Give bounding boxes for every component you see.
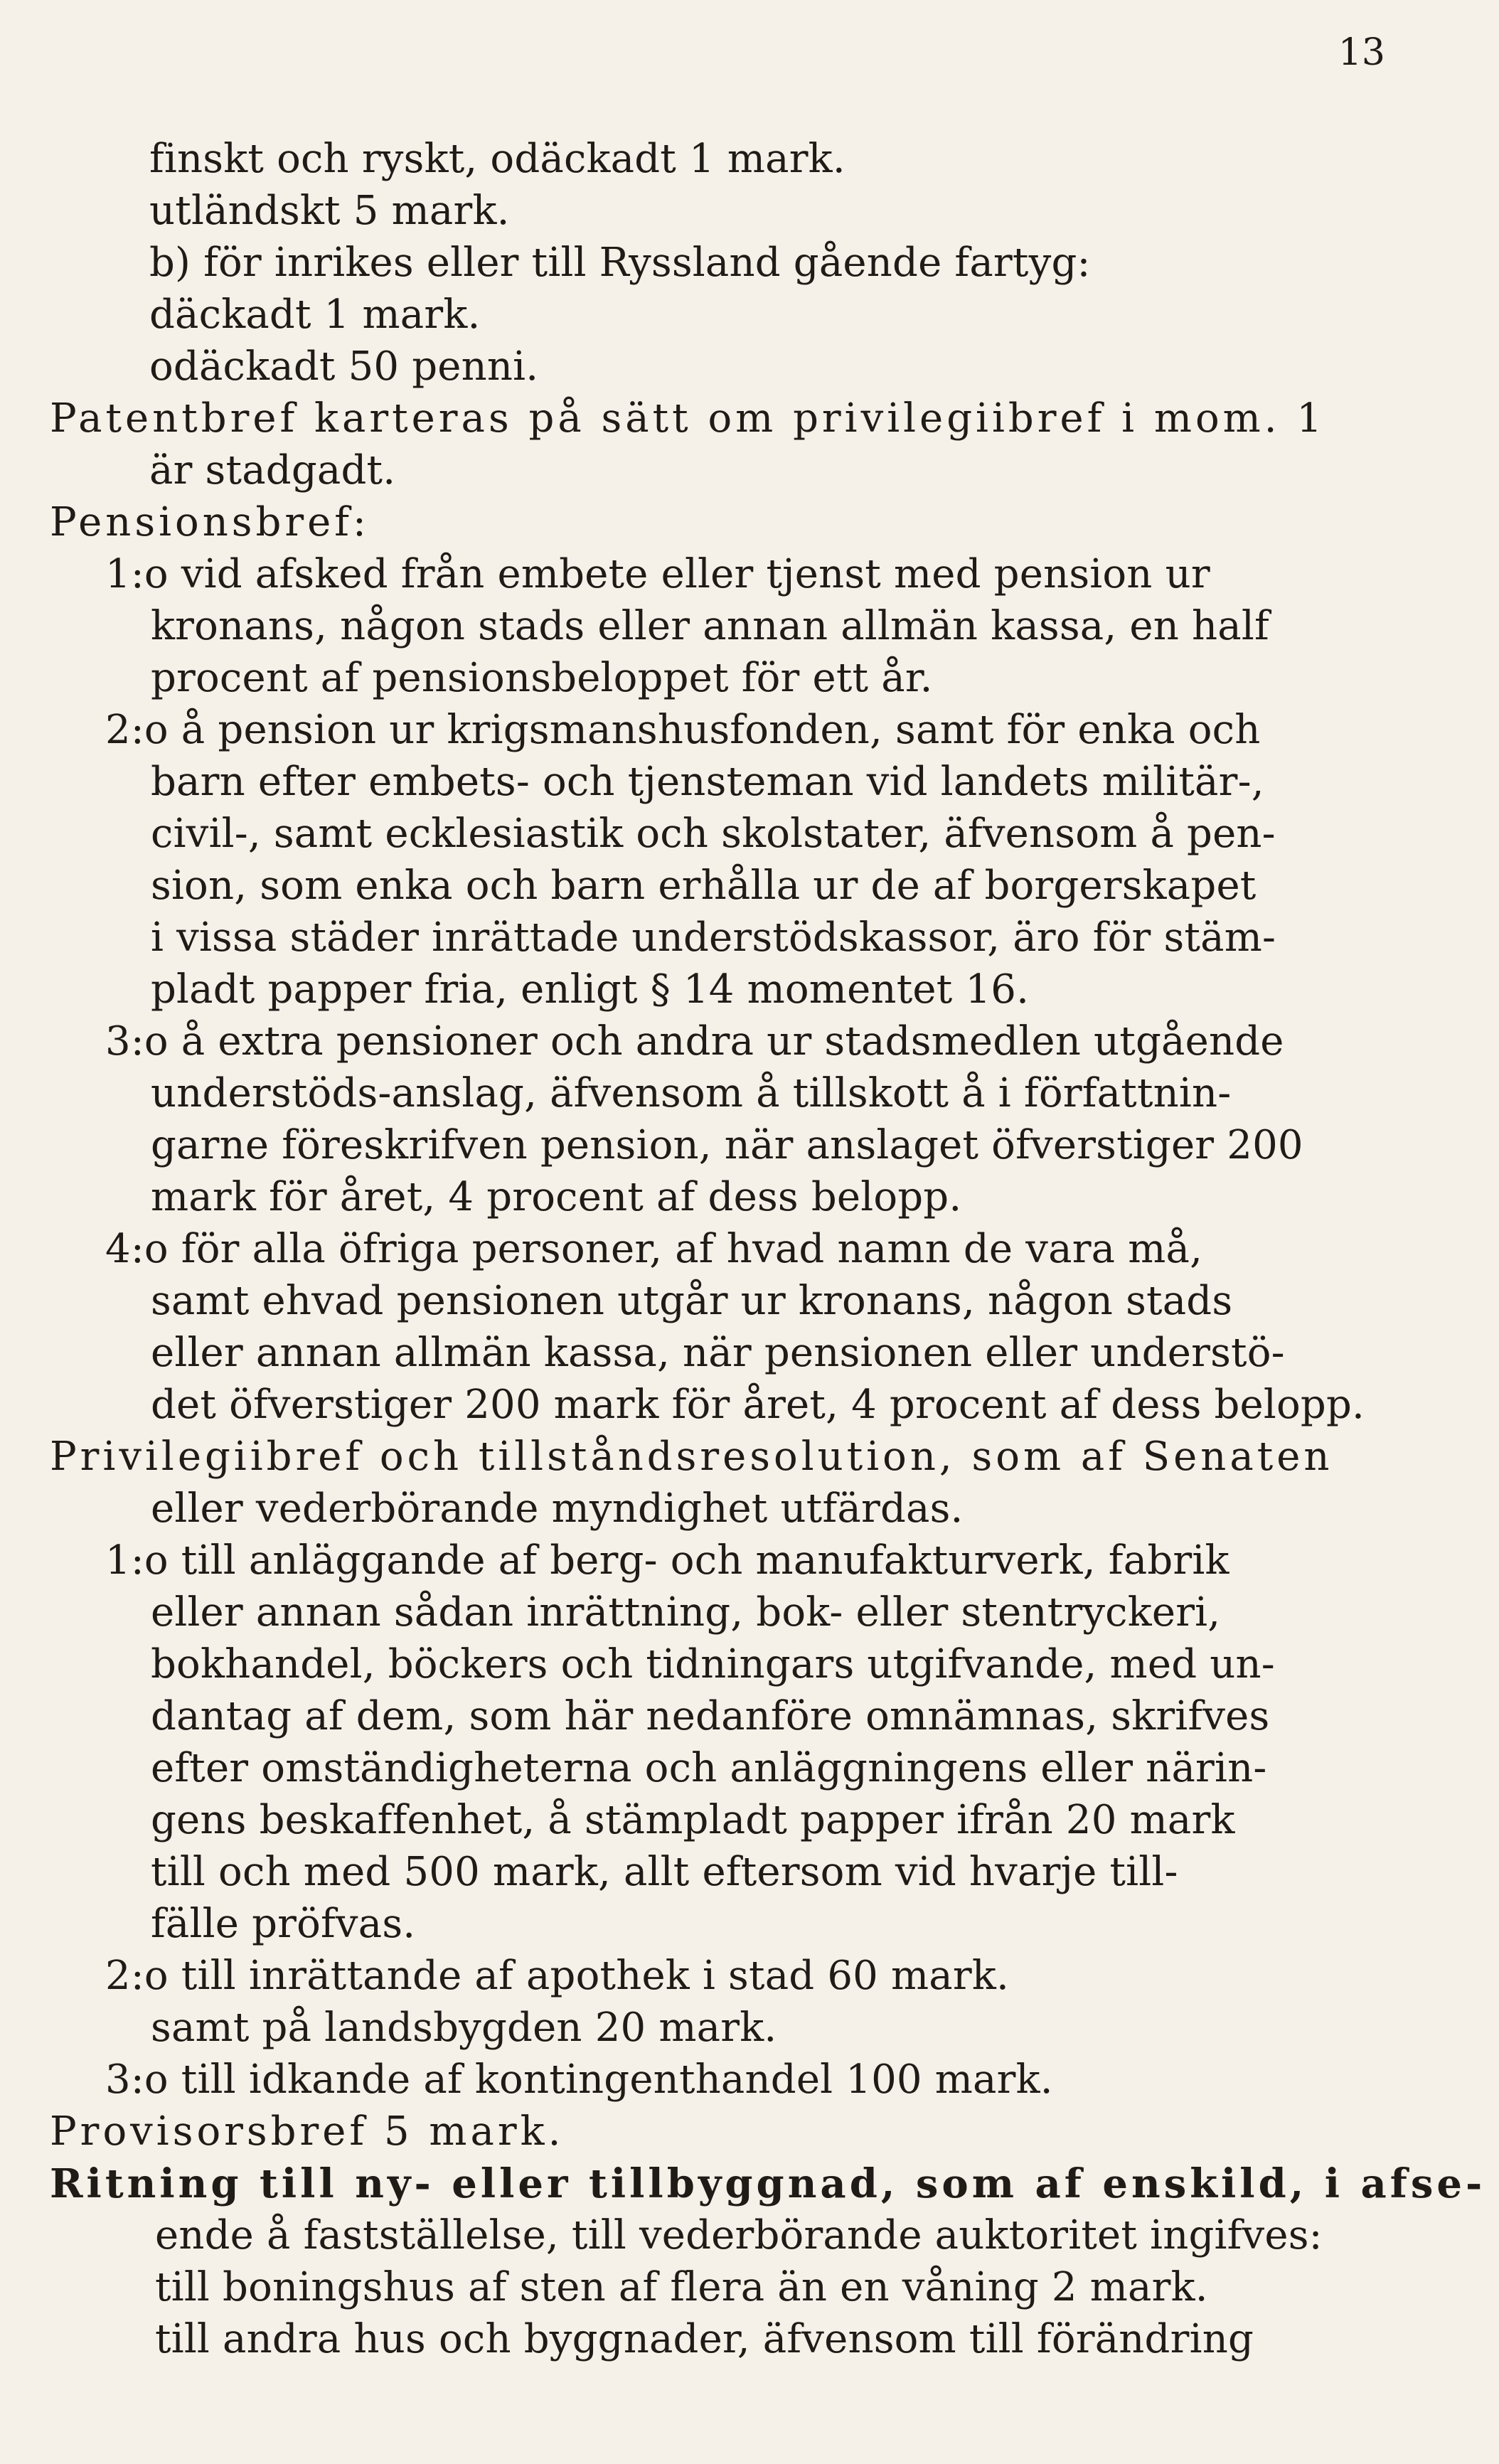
text-line: samt ehvad pensionen utgår ur kronans, någon stads [151,1278,1233,1324]
text-line: Patentbref karteras på sätt om privilegiibref i mom. 1 [50,395,1326,442]
text-line: odäckadt 50 penni. [149,343,539,390]
text-line: finskt och ryskt, odäckadt 1 mark. [149,136,845,182]
text-line: till andra hus och byggnader, äfvensom till förändring [155,2316,1254,2362]
text-line: pladt papper fria, enligt § 14 momentet 16. [151,966,1030,1013]
text-line: är stadgadt. [149,447,396,494]
text-line: Provisorsbref 5 mark. [50,2108,565,2155]
text-line: 1:o till anläggande af berg- och manufakturverk, fabrik [105,1537,1229,1584]
text-line: 2:o å pension ur krigsmanshusfonden, samt för enka och [105,707,1261,753]
text-line: eller vederbörande myndighet utfärdas. [151,1486,964,1532]
text-line: det öfverstiger 200 mark för året, 4 procent af dess belopp. [151,1382,1365,1428]
text-line: ende å fastställelse, till vederbörande auktoritet ingifves: [155,2212,1323,2258]
text-line: Privilegiibref och tillståndsresolution, som af Senaten [50,1434,1333,1480]
text-line: Pensionsbref: [50,499,370,545]
text-line: fälle pröfvas. [151,1901,416,1947]
text-line: däckadt 1 mark. [149,292,481,338]
text-line: civil-, samt ecklesiastik och skolstater, äfvensom å pen- [151,811,1276,857]
text-line: 2:o till inrättande af apothek i stad 60 mark. [105,1953,1009,1999]
text-line: 1:o vid afsked från embete eller tjenst med pension ur [105,551,1210,597]
text-line: gens beskaffenhet, å stämpladt papper ifrån 20 mark [151,1797,1235,1843]
text-line: procent af pensionsbeloppet för ett år. [151,655,933,701]
text-line: i vissa städer inrättade understödskassor, äro för stäm- [151,914,1276,961]
text-line: eller annan sådan inrättning, bok- eller stentryckeri, [151,1589,1221,1636]
text-line: sion, som enka och barn erhålla ur de af borgerskapet [151,863,1257,909]
text-line: utländskt 5 mark. [149,188,510,234]
text-line: efter omständigheterna och anläggningens eller närin- [151,1745,1267,1791]
text-line: kronans, någon stads eller annan allmän kassa, en half [151,603,1269,649]
text-line: garne föreskrifven pension, när anslaget öfverstiger 200 [151,1122,1303,1168]
text-line: till boningshus af sten af flera än en våning 2 mark. [155,2264,1208,2310]
text-line: 3:o å extra pensioner och andra ur stadsmedlen utgående [105,1018,1284,1065]
text-line: b) för inrikes eller till Ryssland gående fartyg: [149,240,1091,286]
text-line: barn efter embets- och tjensteman vid landets militär-, [151,759,1264,805]
page-number: 13 [1338,31,1385,74]
text-line: till och med 500 mark, allt eftersom vid hvarje till- [151,1849,1178,1895]
text-line: dantag af dem, som här nedanföre omnämnas, skrifves [151,1693,1270,1739]
text-line: Ritning till ny- eller tillbyggnad, som af enskild, i afse- [50,2160,1486,2207]
text-line: 3:o till idkande af kontingenthandel 100 mark. [105,2057,1053,2103]
text-line: mark för året, 4 procent af dess belopp. [151,1174,962,1220]
text-line: samt på landsbygden 20 mark. [151,2005,777,2051]
text-line: understöds-anslag, äfvensom å tillskott å i författnin- [151,1070,1232,1116]
text-line: bokhandel, böckers och tidningars utgifvande, med un- [151,1641,1275,1687]
text-line: eller annan allmän kassa, när pensionen eller understö- [151,1330,1285,1376]
text-line: 4:o för alla öfriga personer, af hvad namn de vara må, [105,1226,1203,1272]
